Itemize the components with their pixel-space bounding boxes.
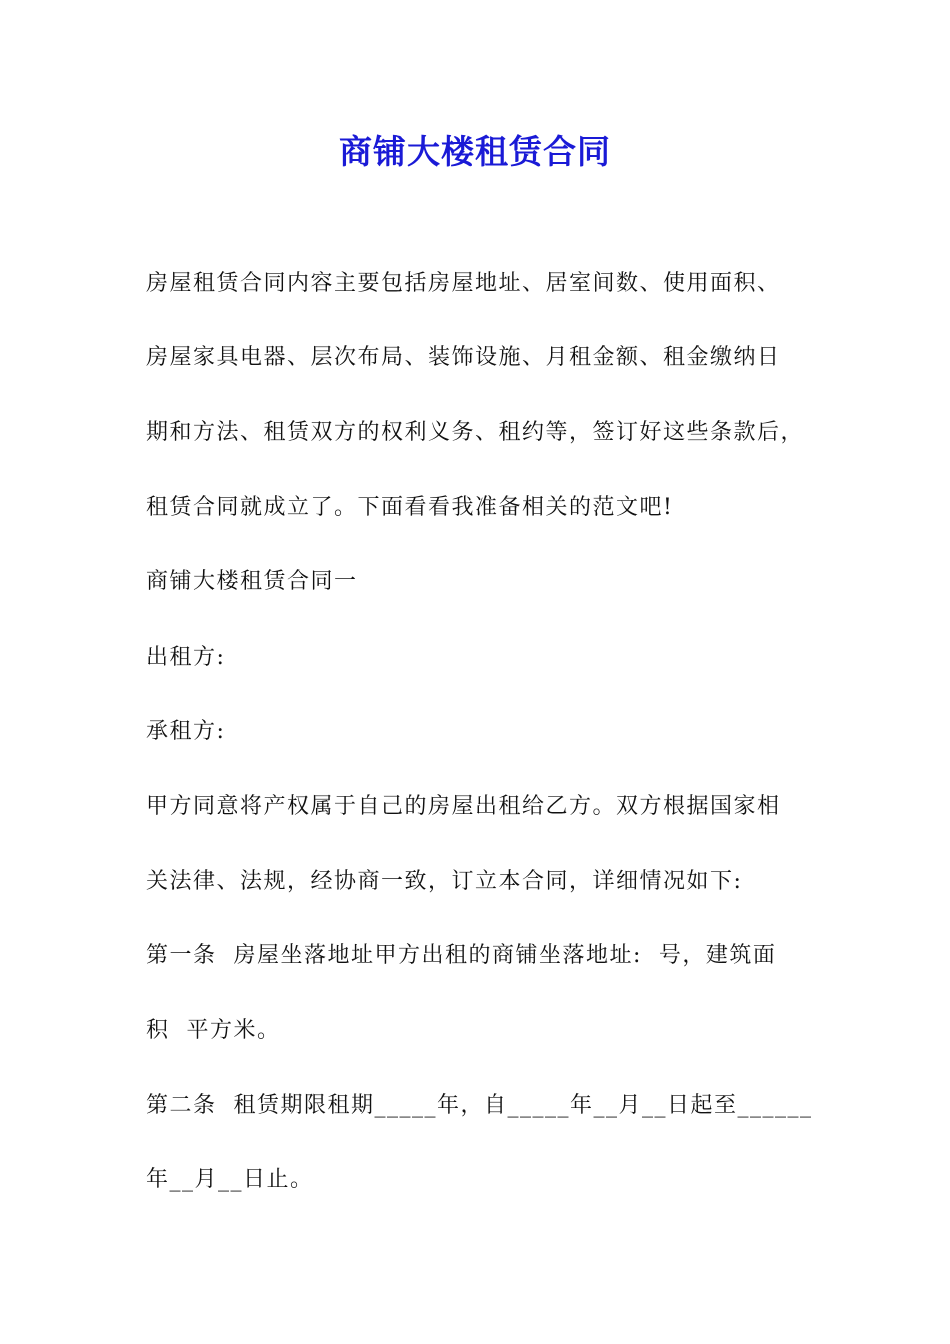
lessee-label: 承租方: <box>146 719 226 744</box>
article-2-line-2: 年__月__日止。 <box>146 1167 314 1192</box>
body-line-2: 房屋家具电器、层次布局、装饰设施、月租金额、租金缴纳日 <box>146 345 781 370</box>
body-line-9: 关法律、法规，经协商一致，订立本合同，详细情况如下: <box>146 869 743 894</box>
document-title: 商铺大楼租赁合同 <box>339 132 611 171</box>
article-2-line-1: 第二条 租赁期限租期_____年，自_____年__月__日起至______ <box>146 1093 813 1118</box>
section-heading: 商铺大楼租赁合同一 <box>146 569 358 594</box>
lessor-label: 出租方: <box>146 645 226 670</box>
body-line-4: 租赁合同就成立了。下面看看我准备相关的范文吧! <box>146 495 674 520</box>
article-1-line-2: 积 平方米。 <box>146 1018 281 1043</box>
body-line-1: 房屋租赁合同内容主要包括房屋地址、居室间数、使用面积、 <box>146 271 781 296</box>
body-line-8: 甲方同意将产权属于自己的房屋出租给乙方。双方根据国家相 <box>146 794 781 819</box>
body-line-3: 期和方法、租赁双方的权利义务、租约等，签订好这些条款后， <box>146 420 805 445</box>
article-1-line-1: 第一条 房屋坐落地址甲方出租的商铺坐落地址: 号，建筑面 <box>146 943 777 968</box>
